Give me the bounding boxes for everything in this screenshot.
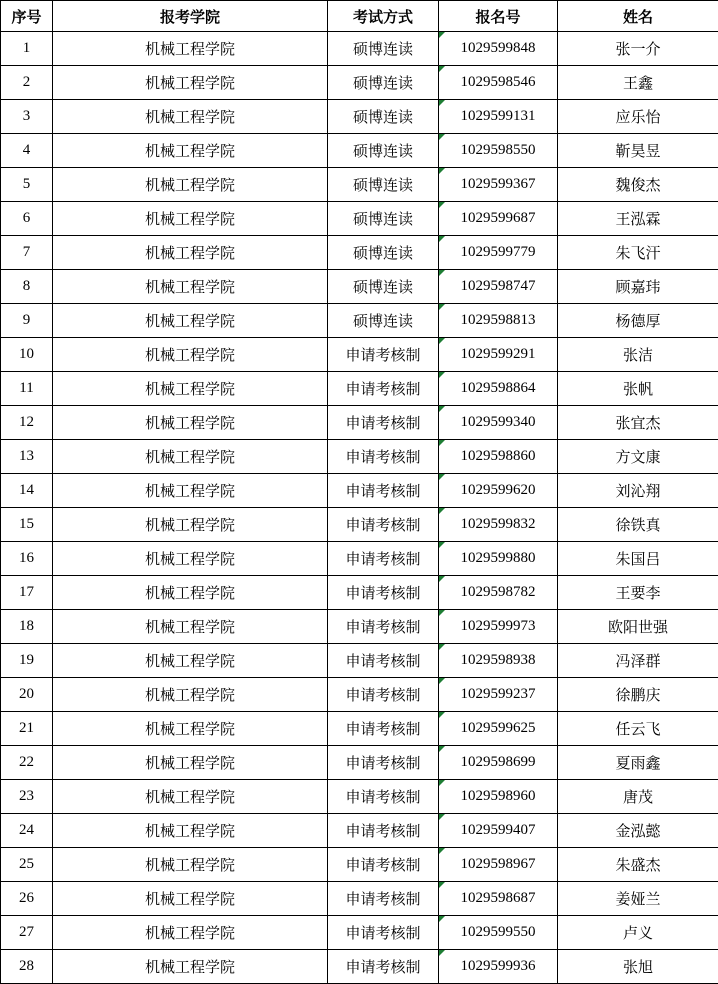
- number-stored-as-text-indicator-icon: [439, 644, 445, 650]
- header-exam-method[interactable]: 考试方式: [328, 1, 439, 32]
- cell-serial-number[interactable]: 9: [1, 304, 53, 338]
- cell-college[interactable]: 机械工程学院: [53, 372, 328, 406]
- cell-serial-number[interactable]: 1: [1, 32, 53, 66]
- registration-number-text: 1029599687: [461, 210, 536, 226]
- number-stored-as-text-indicator-icon: [439, 168, 445, 174]
- cell-name[interactable]: 张洁: [558, 338, 718, 372]
- registration-number-text: 1029599779: [461, 244, 536, 260]
- table-row: [1, 542, 718, 576]
- table-row: [1, 338, 718, 372]
- cell-name[interactable]: 姜娅兰: [558, 882, 718, 916]
- cell-name[interactable]: 朱飞汗: [558, 236, 718, 270]
- table-row: [1, 406, 718, 440]
- cell-college[interactable]: 机械工程学院: [53, 202, 328, 236]
- table-row: [1, 270, 718, 304]
- registration-number-text: 1029599625: [461, 720, 536, 736]
- cell-exam-method[interactable]: 申请考核制: [328, 848, 439, 882]
- cell-name[interactable]: 杨德厚: [558, 304, 718, 338]
- table-row: [1, 814, 718, 848]
- cell-registration-number[interactable]: [439, 950, 558, 984]
- number-stored-as-text-indicator-icon: [439, 576, 445, 582]
- registration-number-text: 1029598550: [461, 142, 536, 158]
- number-stored-as-text-indicator-icon: [439, 270, 445, 276]
- cell-serial-number[interactable]: 22: [1, 746, 53, 780]
- cell-registration-number[interactable]: [439, 406, 558, 440]
- registration-number-text: 1029598860: [461, 448, 536, 464]
- cell-college[interactable]: 机械工程学院: [53, 100, 328, 134]
- number-stored-as-text-indicator-icon: [439, 814, 445, 820]
- registration-number-text: 1029599291: [461, 346, 536, 362]
- number-stored-as-text-indicator-icon: [439, 542, 445, 548]
- cell-serial-number[interactable]: 11: [1, 372, 53, 406]
- table-row: [1, 780, 718, 814]
- cell-registration-number[interactable]: [439, 168, 558, 202]
- table-row: [1, 678, 718, 712]
- cell-college[interactable]: 机械工程学院: [53, 440, 328, 474]
- cell-registration-number[interactable]: [439, 66, 558, 100]
- cell-registration-number[interactable]: [439, 678, 558, 712]
- header-row: [1, 1, 718, 32]
- table-row: [1, 950, 718, 984]
- number-stored-as-text-indicator-icon: [439, 474, 445, 480]
- cell-registration-number[interactable]: [439, 508, 558, 542]
- table-row: [1, 576, 718, 610]
- registration-number-text: 1029598546: [461, 74, 536, 90]
- cell-name[interactable]: 夏雨鑫: [558, 746, 718, 780]
- registration-number-text: 1029598699: [461, 754, 536, 770]
- number-stored-as-text-indicator-icon: [439, 100, 445, 106]
- table-body: [1, 32, 718, 984]
- registration-number-text: 1029598687: [461, 890, 536, 906]
- cell-name[interactable]: 朱国吕: [558, 542, 718, 576]
- table-row: [1, 644, 718, 678]
- cell-serial-number[interactable]: 10: [1, 338, 53, 372]
- cell-registration-number[interactable]: [439, 712, 558, 746]
- table-row: [1, 304, 718, 338]
- cell-serial-number[interactable]: 5: [1, 168, 53, 202]
- table-row: [1, 610, 718, 644]
- registration-number-text: 1029599550: [461, 924, 536, 940]
- cell-registration-number[interactable]: [439, 134, 558, 168]
- cell-name[interactable]: 任云飞: [558, 712, 718, 746]
- cell-college[interactable]: 机械工程学院: [53, 508, 328, 542]
- cell-college[interactable]: 机械工程学院: [53, 406, 328, 440]
- cell-registration-number[interactable]: [439, 848, 558, 882]
- table-row: [1, 168, 718, 202]
- cell-exam-method[interactable]: 申请考核制: [328, 440, 439, 474]
- number-stored-as-text-indicator-icon: [439, 780, 445, 786]
- cell-exam-method[interactable]: 硕博连读: [328, 168, 439, 202]
- cell-serial-number[interactable]: 21: [1, 712, 53, 746]
- registration-number-text: 1029599131: [461, 108, 536, 124]
- cell-name[interactable]: 魏俊杰: [558, 168, 718, 202]
- registration-number-text: 1029598864: [461, 380, 536, 396]
- cell-registration-number[interactable]: [439, 270, 558, 304]
- table-row: [1, 66, 718, 100]
- table-row: [1, 134, 718, 168]
- number-stored-as-text-indicator-icon: [439, 712, 445, 718]
- cell-college[interactable]: 机械工程学院: [53, 168, 328, 202]
- registration-number-text: 1029598960: [461, 788, 536, 804]
- cell-college[interactable]: 机械工程学院: [53, 338, 328, 372]
- registration-number-text: 1029599936: [461, 958, 536, 974]
- registration-number-text: 1029599620: [461, 482, 536, 498]
- registration-number-text: 1029599340: [461, 414, 536, 430]
- cell-registration-number[interactable]: [439, 100, 558, 134]
- cell-serial-number[interactable]: 28: [1, 950, 53, 984]
- cell-college[interactable]: 机械工程学院: [53, 576, 328, 610]
- cell-name[interactable]: 应乐怡: [558, 100, 718, 134]
- number-stored-as-text-indicator-icon: [439, 950, 445, 956]
- cell-exam-method[interactable]: 申请考核制: [328, 712, 439, 746]
- cell-exam-method[interactable]: 申请考核制: [328, 916, 439, 950]
- cell-exam-method[interactable]: 硕博连读: [328, 100, 439, 134]
- cell-exam-method[interactable]: 申请考核制: [328, 746, 439, 780]
- cell-exam-method[interactable]: 申请考核制: [328, 780, 439, 814]
- cell-serial-number[interactable]: 17: [1, 576, 53, 610]
- table-row: [1, 474, 718, 508]
- cell-registration-number[interactable]: [439, 202, 558, 236]
- cell-registration-number[interactable]: [439, 474, 558, 508]
- cell-serial-number[interactable]: 15: [1, 508, 53, 542]
- cell-registration-number[interactable]: [439, 440, 558, 474]
- table-row: [1, 916, 718, 950]
- cell-exam-method[interactable]: 申请考核制: [328, 406, 439, 440]
- registration-number-text: 1029599973: [461, 618, 536, 634]
- cell-name[interactable]: 靳昊昱: [558, 134, 718, 168]
- cell-registration-number[interactable]: [439, 814, 558, 848]
- table-row: [1, 32, 718, 66]
- cell-college[interactable]: 机械工程学院: [53, 712, 328, 746]
- table-row: [1, 746, 718, 780]
- cell-college[interactable]: 机械工程学院: [53, 610, 328, 644]
- cell-name[interactable]: 张宜杰: [558, 406, 718, 440]
- number-stored-as-text-indicator-icon: [439, 32, 445, 38]
- registration-number-text: 1029599880: [461, 550, 536, 566]
- cell-name[interactable]: 方文康: [558, 440, 718, 474]
- cell-registration-number[interactable]: [439, 576, 558, 610]
- cell-exam-method[interactable]: 申请考核制: [328, 644, 439, 678]
- cell-name[interactable]: 冯泽群: [558, 644, 718, 678]
- number-stored-as-text-indicator-icon: [439, 610, 445, 616]
- cell-college[interactable]: 机械工程学院: [53, 644, 328, 678]
- cell-college[interactable]: 机械工程学院: [53, 780, 328, 814]
- cell-name[interactable]: 顾嘉玮: [558, 270, 718, 304]
- number-stored-as-text-indicator-icon: [439, 746, 445, 752]
- cell-serial-number[interactable]: 18: [1, 610, 53, 644]
- registration-number-text: 1029598782: [461, 584, 536, 600]
- cell-college[interactable]: 机械工程学院: [53, 304, 328, 338]
- cell-college[interactable]: 机械工程学院: [53, 882, 328, 916]
- cell-serial-number[interactable]: 16: [1, 542, 53, 576]
- cell-name[interactable]: 朱盛杰: [558, 848, 718, 882]
- cell-exam-method[interactable]: 硕博连读: [328, 304, 439, 338]
- number-stored-as-text-indicator-icon: [439, 508, 445, 514]
- registration-number-text: 1029598967: [461, 856, 536, 872]
- registration-number-text: 1029599832: [461, 516, 536, 532]
- table-row: [1, 100, 718, 134]
- table-row: [1, 712, 718, 746]
- cell-exam-method[interactable]: 申请考核制: [328, 372, 439, 406]
- cell-registration-number[interactable]: [439, 916, 558, 950]
- cell-registration-number[interactable]: [439, 610, 558, 644]
- cell-registration-number[interactable]: [439, 32, 558, 66]
- cell-serial-number[interactable]: 26: [1, 882, 53, 916]
- cell-serial-number[interactable]: 8: [1, 270, 53, 304]
- cell-serial-number[interactable]: 19: [1, 644, 53, 678]
- registration-number-text: 1029599848: [461, 40, 536, 56]
- number-stored-as-text-indicator-icon: [439, 202, 445, 208]
- cell-exam-method[interactable]: 申请考核制: [328, 882, 439, 916]
- number-stored-as-text-indicator-icon: [439, 440, 445, 446]
- cell-exam-method[interactable]: 申请考核制: [328, 576, 439, 610]
- registration-number-text: 1029598747: [461, 278, 536, 294]
- cell-exam-method[interactable]: 硕博连读: [328, 270, 439, 304]
- number-stored-as-text-indicator-icon: [439, 66, 445, 72]
- registration-number-text: 1029598813: [461, 312, 536, 328]
- cell-name[interactable]: 唐茂: [558, 780, 718, 814]
- cell-name[interactable]: 王鑫: [558, 66, 718, 100]
- cell-exam-method[interactable]: 硕博连读: [328, 66, 439, 100]
- cell-college[interactable]: 机械工程学院: [53, 950, 328, 984]
- cell-exam-method[interactable]: 申请考核制: [328, 508, 439, 542]
- cell-college[interactable]: 机械工程学院: [53, 916, 328, 950]
- header-serial-number[interactable]: 序号: [1, 1, 53, 32]
- cell-serial-number[interactable]: 13: [1, 440, 53, 474]
- number-stored-as-text-indicator-icon: [439, 848, 445, 854]
- cell-college[interactable]: 机械工程学院: [53, 270, 328, 304]
- number-stored-as-text-indicator-icon: [439, 406, 445, 412]
- cell-name[interactable]: 卢义: [558, 916, 718, 950]
- cell-name[interactable]: 徐铁真: [558, 508, 718, 542]
- cell-name[interactable]: 张一介: [558, 32, 718, 66]
- cell-serial-number[interactable]: 2: [1, 66, 53, 100]
- cell-name[interactable]: 王要李: [558, 576, 718, 610]
- cell-serial-number[interactable]: 27: [1, 916, 53, 950]
- cell-registration-number[interactable]: [439, 236, 558, 270]
- cell-exam-method[interactable]: 申请考核制: [328, 814, 439, 848]
- registration-number-text: 1029599237: [461, 686, 536, 702]
- cell-college[interactable]: 机械工程学院: [53, 474, 328, 508]
- cell-serial-number[interactable]: 3: [1, 100, 53, 134]
- cell-registration-number[interactable]: [439, 338, 558, 372]
- registration-number-text: 1029599407: [461, 822, 536, 838]
- cell-registration-number[interactable]: [439, 746, 558, 780]
- number-stored-as-text-indicator-icon: [439, 338, 445, 344]
- number-stored-as-text-indicator-icon: [439, 882, 445, 888]
- number-stored-as-text-indicator-icon: [439, 134, 445, 140]
- cell-college[interactable]: 机械工程学院: [53, 32, 328, 66]
- cell-name[interactable]: 王泓霖: [558, 202, 718, 236]
- table-row: [1, 848, 718, 882]
- header-registration-number[interactable]: 报名号: [439, 1, 558, 32]
- table-row: [1, 372, 718, 406]
- table-row: [1, 508, 718, 542]
- cell-registration-number[interactable]: [439, 542, 558, 576]
- cell-college[interactable]: 机械工程学院: [53, 746, 328, 780]
- cell-registration-number[interactable]: [439, 304, 558, 338]
- cell-college[interactable]: 机械工程学院: [53, 236, 328, 270]
- number-stored-as-text-indicator-icon: [439, 236, 445, 242]
- cell-registration-number[interactable]: [439, 372, 558, 406]
- cell-name[interactable]: 金泓懿: [558, 814, 718, 848]
- number-stored-as-text-indicator-icon: [439, 916, 445, 922]
- cell-exam-method[interactable]: 申请考核制: [328, 678, 439, 712]
- cell-college[interactable]: 机械工程学院: [53, 542, 328, 576]
- cell-serial-number[interactable]: 24: [1, 814, 53, 848]
- header-college[interactable]: 报考学院: [53, 1, 328, 32]
- cell-college[interactable]: 机械工程学院: [53, 134, 328, 168]
- cell-college[interactable]: 机械工程学院: [53, 66, 328, 100]
- cell-exam-method[interactable]: 申请考核制: [328, 950, 439, 984]
- cell-exam-method[interactable]: 申请考核制: [328, 474, 439, 508]
- cell-serial-number[interactable]: 20: [1, 678, 53, 712]
- cell-exam-method[interactable]: 硕博连读: [328, 32, 439, 66]
- cell-serial-number[interactable]: 6: [1, 202, 53, 236]
- cell-name[interactable]: 刘沁翔: [558, 474, 718, 508]
- number-stored-as-text-indicator-icon: [439, 678, 445, 684]
- cell-serial-number[interactable]: 12: [1, 406, 53, 440]
- number-stored-as-text-indicator-icon: [439, 372, 445, 378]
- table-row: [1, 202, 718, 236]
- registration-number-text: 1029598938: [461, 652, 536, 668]
- cell-registration-number[interactable]: [439, 644, 558, 678]
- cell-serial-number[interactable]: 14: [1, 474, 53, 508]
- cell-exam-method[interactable]: 硕博连读: [328, 202, 439, 236]
- cell-exam-method[interactable]: 申请考核制: [328, 338, 439, 372]
- cell-name[interactable]: 徐鹏庆: [558, 678, 718, 712]
- cell-college[interactable]: 机械工程学院: [53, 848, 328, 882]
- cell-name[interactable]: 欧阳世强: [558, 610, 718, 644]
- cell-registration-number[interactable]: [439, 882, 558, 916]
- cell-college[interactable]: 机械工程学院: [53, 814, 328, 848]
- cell-serial-number[interactable]: 4: [1, 134, 53, 168]
- table-row: [1, 236, 718, 270]
- cell-serial-number[interactable]: 25: [1, 848, 53, 882]
- cell-college[interactable]: 机械工程学院: [53, 678, 328, 712]
- cell-registration-number[interactable]: [439, 780, 558, 814]
- number-stored-as-text-indicator-icon: [439, 304, 445, 310]
- cell-exam-method[interactable]: 申请考核制: [328, 610, 439, 644]
- cell-name[interactable]: 张帆: [558, 372, 718, 406]
- cell-exam-method[interactable]: 申请考核制: [328, 542, 439, 576]
- cell-serial-number[interactable]: 7: [1, 236, 53, 270]
- table-row: [1, 440, 718, 474]
- header-name[interactable]: 姓名: [558, 1, 718, 32]
- cell-serial-number[interactable]: 23: [1, 780, 53, 814]
- cell-exam-method[interactable]: 硕博连读: [328, 134, 439, 168]
- cell-exam-method[interactable]: 硕博连读: [328, 236, 439, 270]
- table-row: [1, 882, 718, 916]
- cell-name[interactable]: 张旭: [558, 950, 718, 984]
- registration-number-text: 1029599367: [461, 176, 536, 192]
